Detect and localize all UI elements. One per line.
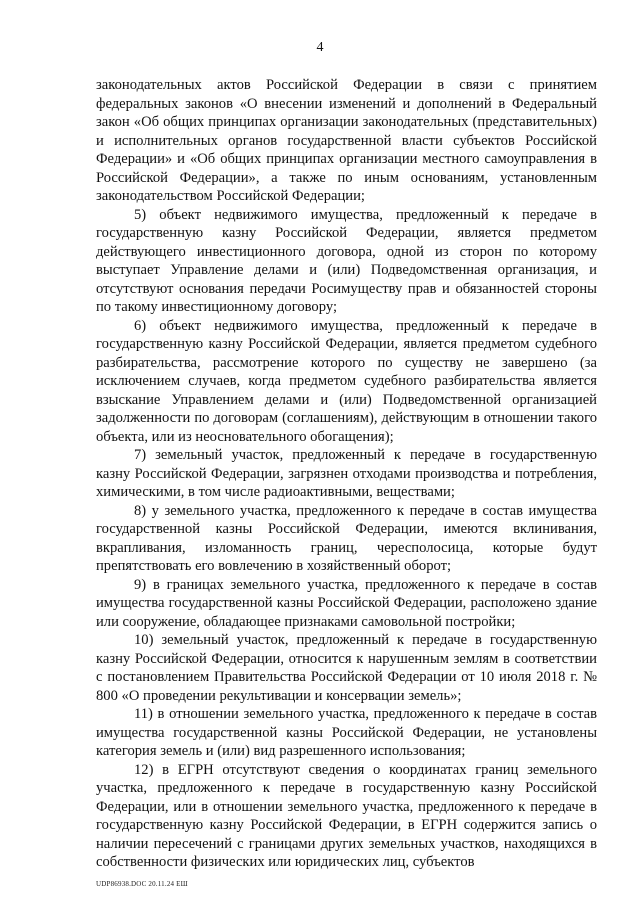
- paragraph-item-11: 11) в отношении земельного участка, предложенного к передаче в состав имущества государственной казны Российской Федерации, не установлены категория земель и (или) вид разрешенного использования;: [96, 706, 597, 759]
- paragraph-continuation: законодательных актов Российской Федерации в связи с принятием федеральных законов «О внесении изменений и дополнений в Федеральный закон «Об общих принципах организации законодательных (представительных) и исполнительных органов государственной власти субъектов Российской Федерации» и «Об общих принципах организации местного самоуправления в Российской Федерации», а также по иным основаниям, установленным законодательством Российской Федерации;: [96, 77, 597, 204]
- page-number: 4: [316, 40, 324, 55]
- paragraph-item-9: 9) в границах земельного участка, предложенного к передаче в состав имущества государственной казны Российской Федерации, расположено здание или сооружение, обладающее признаками самовольной постройки;: [96, 576, 597, 630]
- paragraph-item-5: 5) объект недвижимого имущества, предложенный к передаче в государственную казну Российской Федерации, является предметом действующего инвестиционного договора, одной из сторон по которому выступает Управление делами и (или) Подведомственная организация, и отсутствуют основания передачи Росимуществу прав и обязанностей стороны по такому инвестиционному договору;: [96, 206, 597, 315]
- paragraph-item-8: 8) у земельного участка, предложенного к передаче в состав имущества государственной казны Российской Федерации, имеются вклинивания, вкрапливания, изломанность границ, чересполосица, которые будут препятствовать его вовлечению в хозяйственный оборот;: [96, 502, 597, 574]
- paragraph-item-12: 12) в ЕГРН отсутствуют сведения о координатах границ земельного участка, предложенного к передаче в государственную казну Российской Федерации, или в отношении земельного участка, предложенного к передаче в государственную казну Российской Федерации, в ЕГРН содержится запись о наличии пересечений с границами других земельных участков, находящихся в собственности физических или юридических лиц, субъектов: [96, 761, 597, 870]
- paragraph-item-6: 6) объект недвижимого имущества, предложенный к передаче в государственную казну Российской Федерации, является предметом судебного разбирательства, рассмотрение которого по существу не завершено (за исключением случаев, когда предметом судебного разбирательства является взыскание Управлением делами и (или) Подведомственной организацией задолженности по договорам (соглашениям), действующим в отношении такого объекта, или из неосновательного обогащения);: [96, 317, 597, 445]
- paragraph-item-10: 10) земельный участок, предложенный к передаче в государственную казну Российской Федерации, относится к нарушенным землям в соответствии с постановлением Правительства Российской Федерации от 10 июля 2018 г. № 800 «О проведении рекультивации и консервации земель»;: [96, 632, 597, 704]
- document-body: [96, 76, 597, 872]
- document-footer-code: UDP86938.DOC 20.11.24 ЕШ: [96, 880, 188, 888]
- paragraph-item-7: 7) земельный участок, предложенный к передаче в государственную казну Российской Федерации, загрязнен отходами производства и потребления, химическими, в том числе радиоактивными, веществами;: [96, 447, 597, 500]
